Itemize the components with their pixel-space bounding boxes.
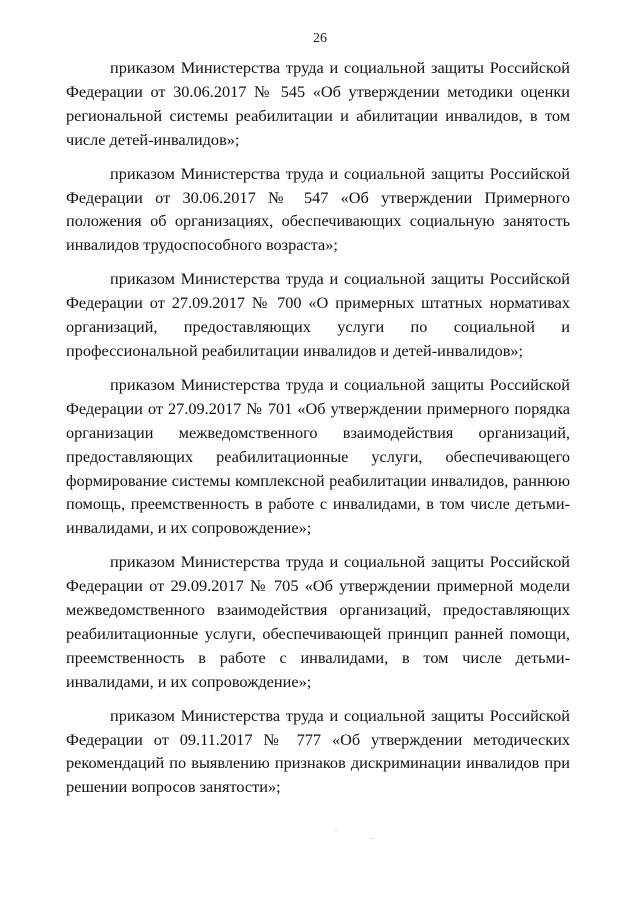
page-number: 26	[313, 31, 327, 46]
paragraph-order-545: приказом Министерства труда и социальной защиты Российской Федерации от 30.06.2017 № 545 «Об утверждении методики оценки региональной системы реабилитации и абилитации инвалидов, в том числе детей-инвалидов»;	[66, 58, 570, 149]
document-body	[66, 56, 570, 809]
paragraph-order-701: приказом Министерства труда и социальной защиты Российской Федерации от 27.09.2017 № 701 «Об утверждении примерного порядка организации межведомственного взаимодействия организаций, предоставляющих реабилитационные услуги, обеспечивающего формирование системы комплексной реабилитации инвалидов, раннюю помощь, преемственность в работе с инвалидами, в том числе детьми-инвалидами, и их сопровождение»;	[66, 374, 570, 538]
paragraph-order-547: приказом Министерства труда и социальной защиты Российской Федерации от 30.06.2017 № 547 «Об утверждении Примерного положения об организациях, обеспечивающих социальную занятость инвалидов трудоспособного возраста»;	[66, 163, 570, 255]
paragraph-order-777: приказом Министерства труда и социальной защиты Российской Федерации от 09.11.2017 № 777 «Об утверждении методических рекомендаций по выявлению признаков дискриминации инвалидов при решении вопросов занятости»;	[66, 705, 570, 797]
scan-speck	[372, 838, 374, 839]
paragraph-order-705: приказом Министерства труда и социальной защиты Российской Федерации от 29.09.2017 № 705 «Об утверждении примерной модели межведомственного взаимодействия организаций, предоставляющих реабилитационные услуги, обеспечивающей принцип ранней помощи, преемственность в работе с инвалидами, в том числе детьми-инвалидами, и их сопровождение»;	[66, 552, 570, 691]
scan-speck	[335, 830, 337, 831]
paragraph-order-700: приказом Министерства труда и социальной защиты Российской Федерации от 27.09.2017 № 700 «О примерных штатных нормативах организаций, предоставляющих услуги по социальной и профессиональной реабилитации инвалидов и детей-инвалидов»;	[66, 269, 570, 360]
